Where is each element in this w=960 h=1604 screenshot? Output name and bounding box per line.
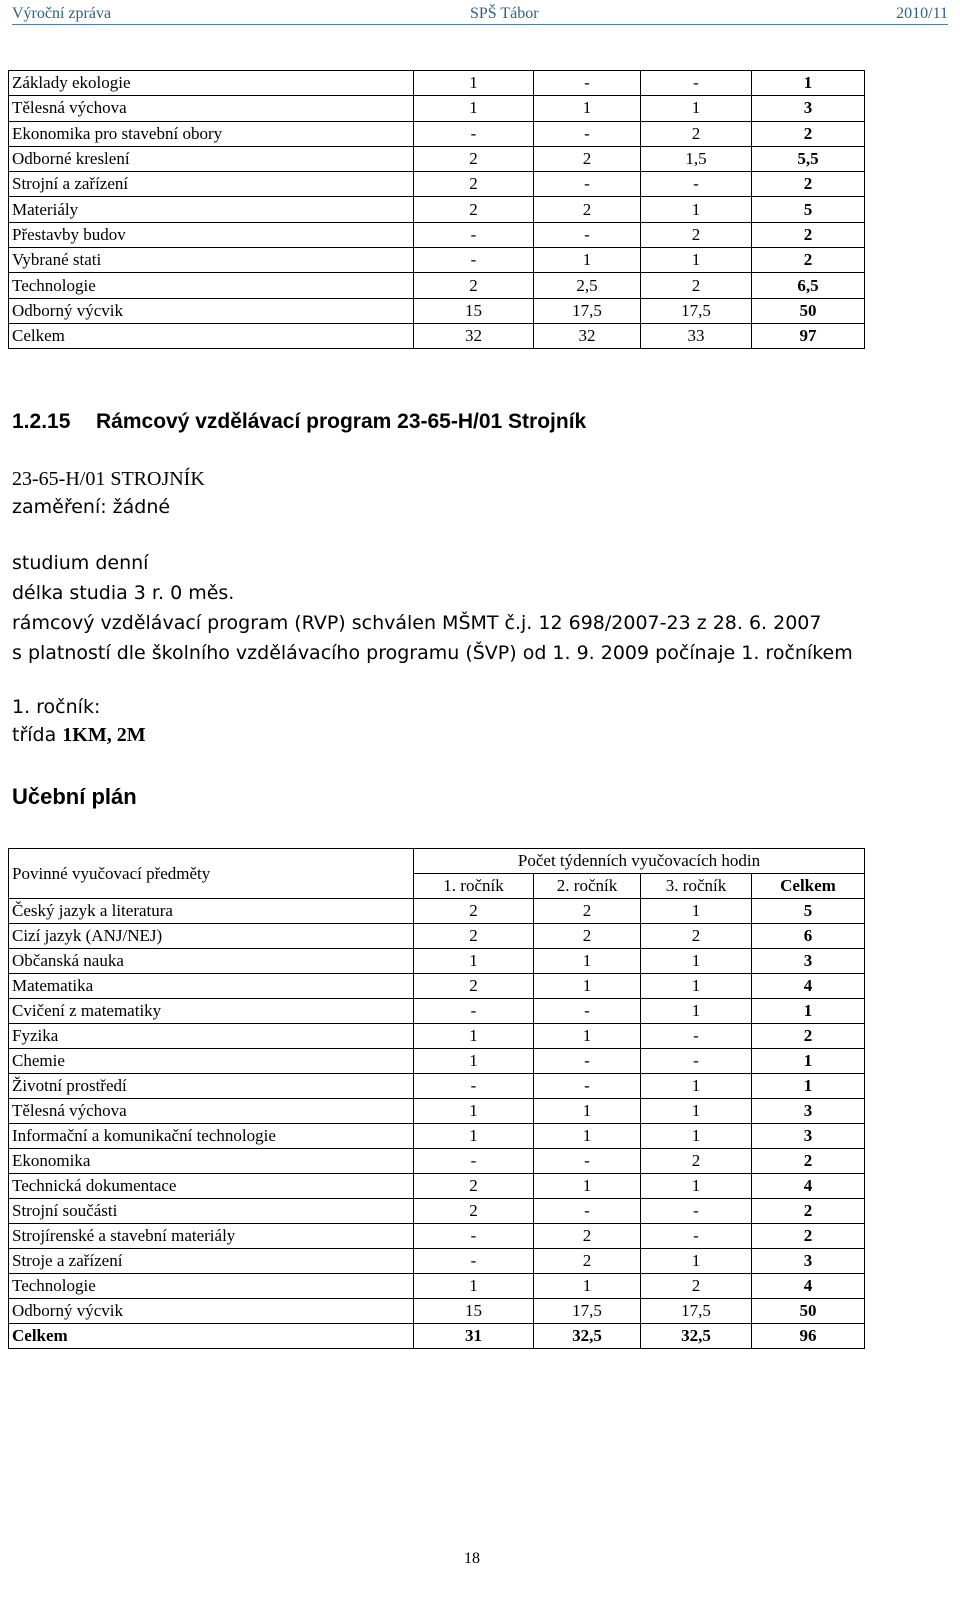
- hours-cell: 32,5: [641, 1324, 752, 1349]
- class-prefix: třída: [12, 724, 63, 746]
- hours-cell: 2: [414, 172, 534, 197]
- total-cell: 1: [752, 71, 865, 96]
- total-cell: 3: [752, 1249, 865, 1274]
- table-row: [9, 999, 865, 1024]
- subject-cell: Stroje a zařízení: [9, 1249, 414, 1274]
- hours-cell: -: [534, 1199, 641, 1224]
- hours-cell: 2: [641, 1274, 752, 1299]
- total-cell: 50: [752, 1299, 865, 1324]
- hours-cell: 1: [641, 1174, 752, 1199]
- hours-cell: -: [414, 1149, 534, 1174]
- hours-cell: -: [534, 121, 641, 146]
- table-row: [9, 974, 865, 999]
- hours-cell: 1: [414, 1124, 534, 1149]
- table-row: [9, 273, 865, 298]
- hours-cell: -: [641, 1024, 752, 1049]
- program-code: 23-65-H/01 STROJNÍK: [12, 468, 205, 490]
- hours-cell: 1: [534, 1099, 641, 1124]
- hours-cell: 1: [414, 949, 534, 974]
- table-row: [9, 197, 865, 222]
- total-cell: 97: [752, 323, 865, 348]
- hours-cell: 1: [534, 974, 641, 999]
- total-cell: 96: [752, 1324, 865, 1349]
- table-row: [9, 146, 865, 171]
- total-cell: 5: [752, 899, 865, 924]
- subject-cell: Matematika: [9, 974, 414, 999]
- total-cell: 3: [752, 96, 865, 121]
- program-focus: zaměření: žádné: [12, 496, 171, 518]
- table-row: [9, 1074, 865, 1099]
- hours-cell: 2: [534, 1224, 641, 1249]
- total-cell: 6,5: [752, 273, 865, 298]
- table-row: [9, 1149, 865, 1174]
- col-header-total: Celkem: [752, 874, 865, 899]
- class-value: 1KM, 2M: [62, 724, 146, 746]
- hours-header: Počet týdenních vyučovacích hodin: [414, 849, 865, 874]
- subject-header: Povinné vyučovací předměty: [9, 849, 414, 899]
- total-cell: 3: [752, 949, 865, 974]
- hours-cell: 2: [414, 1174, 534, 1199]
- hours-cell: 2: [534, 146, 641, 171]
- total-cell: 2: [752, 1199, 865, 1224]
- hours-cell: 1,5: [641, 146, 752, 171]
- year-label: 1. ročník:: [12, 696, 101, 718]
- table-row: [9, 924, 865, 949]
- total-cell: 2: [752, 172, 865, 197]
- total-cell: 2: [752, 1024, 865, 1049]
- col-header-year-1: 1. ročník: [414, 874, 534, 899]
- hours-cell: -: [414, 1224, 534, 1249]
- subject-cell: Tělesná výchova: [9, 96, 414, 121]
- subjects-table-previous: [8, 70, 865, 349]
- hours-cell: 1: [641, 96, 752, 121]
- hours-cell: 1: [414, 1274, 534, 1299]
- total-cell: 50: [752, 298, 865, 323]
- header-school: SPŠ Tábor: [470, 5, 539, 22]
- subject-cell: Cvičení z matematiky: [9, 999, 414, 1024]
- subject-cell: Životní prostředí: [9, 1074, 414, 1099]
- col-header-year-3: 3. ročník: [641, 874, 752, 899]
- section-title: Rámcový vzdělávací program 23-65-H/01 Strojník: [96, 410, 587, 433]
- hours-cell: -: [534, 222, 641, 247]
- subject-cell: Český jazyk a literatura: [9, 899, 414, 924]
- hours-cell: 1: [641, 949, 752, 974]
- plan-title: Učební plán: [12, 784, 137, 809]
- table-row: [9, 1299, 865, 1324]
- hours-cell: 15: [414, 1299, 534, 1324]
- header-left-title: Výroční zpráva: [12, 5, 112, 22]
- hours-cell: -: [534, 999, 641, 1024]
- table-row: [9, 1249, 865, 1274]
- table-row: [9, 121, 865, 146]
- hours-cell: 32,5: [534, 1324, 641, 1349]
- total-cell: 6: [752, 924, 865, 949]
- subject-cell: Vybrané stati: [9, 248, 414, 273]
- subject-cell: Celkem: [9, 1324, 414, 1349]
- hours-cell: -: [534, 1074, 641, 1099]
- table-row: [9, 1174, 865, 1199]
- hours-cell: 1: [414, 71, 534, 96]
- total-cell: 3: [752, 1124, 865, 1149]
- hours-cell: 2: [641, 121, 752, 146]
- hours-cell: 1: [534, 1274, 641, 1299]
- subject-cell: Fyzika: [9, 1024, 414, 1049]
- page-number: 18: [464, 1550, 480, 1567]
- total-cell: 1: [752, 999, 865, 1024]
- table-row: [9, 1274, 865, 1299]
- table-row: [9, 96, 865, 121]
- hours-cell: 1: [641, 899, 752, 924]
- table-row: [9, 1099, 865, 1124]
- total-cell: 2: [752, 1149, 865, 1174]
- hours-cell: -: [414, 222, 534, 247]
- hours-cell: 2: [641, 924, 752, 949]
- subject-cell: Strojní a zařízení: [9, 172, 414, 197]
- hours-cell: -: [414, 1249, 534, 1274]
- hours-cell: 1: [641, 974, 752, 999]
- total-cell: 1: [752, 1049, 865, 1074]
- subject-cell: Cizí jazyk (ANJ/NEJ): [9, 924, 414, 949]
- hours-cell: 2: [534, 197, 641, 222]
- table-row: [9, 248, 865, 273]
- rvp-approval: rámcový vzdělávací program (RVP) schválen MŠMT č.j. 12 698/2007-23 z 28. 6. 2007: [12, 612, 822, 634]
- hours-cell: -: [641, 172, 752, 197]
- hours-cell: 1: [414, 1099, 534, 1124]
- hours-cell: 2: [414, 1199, 534, 1224]
- subject-cell: Odborný výcvik: [9, 1299, 414, 1324]
- curriculum-table: [8, 848, 865, 1349]
- hours-cell: 2: [414, 146, 534, 171]
- subject-cell: Technická dokumentace: [9, 1174, 414, 1199]
- hours-cell: 2: [414, 924, 534, 949]
- subject-cell: Strojírenské a stavební materiály: [9, 1224, 414, 1249]
- subject-cell: Ekonomika: [9, 1149, 414, 1174]
- hours-cell: 2: [414, 273, 534, 298]
- study-form: studium denní: [12, 552, 149, 574]
- hours-cell: 2: [534, 1249, 641, 1274]
- hours-cell: 1: [534, 248, 641, 273]
- page-header: [12, 2, 948, 25]
- hours-cell: 1: [641, 1074, 752, 1099]
- hours-cell: -: [641, 1199, 752, 1224]
- hours-cell: -: [641, 71, 752, 96]
- hours-cell: -: [534, 1049, 641, 1074]
- subject-cell: Celkem: [9, 323, 414, 348]
- hours-cell: 1: [414, 96, 534, 121]
- table-row: [9, 1199, 865, 1224]
- hours-cell: 17,5: [641, 298, 752, 323]
- subject-cell: Přestavby budov: [9, 222, 414, 247]
- subject-cell: Základy ekologie: [9, 71, 414, 96]
- subject-cell: Chemie: [9, 1049, 414, 1074]
- hours-cell: -: [534, 1149, 641, 1174]
- total-cell: 4: [752, 974, 865, 999]
- hours-cell: 1: [641, 999, 752, 1024]
- hours-cell: 17,5: [534, 1299, 641, 1324]
- table-row: [9, 899, 865, 924]
- hours-cell: 2: [534, 924, 641, 949]
- hours-cell: -: [641, 1049, 752, 1074]
- hours-cell: 2: [414, 974, 534, 999]
- hours-cell: 1: [641, 1124, 752, 1149]
- table-row: [9, 71, 865, 96]
- class-line: [12, 724, 146, 747]
- hours-cell: 32: [534, 323, 641, 348]
- hours-cell: 1: [534, 1124, 641, 1149]
- subject-cell: Tělesná výchova: [9, 1099, 414, 1124]
- hours-cell: -: [414, 1074, 534, 1099]
- hours-cell: 1: [414, 1024, 534, 1049]
- total-cell: 2: [752, 248, 865, 273]
- hours-cell: -: [534, 172, 641, 197]
- total-cell: 4: [752, 1274, 865, 1299]
- table-row: [9, 1049, 865, 1074]
- table-row: [9, 323, 865, 348]
- hours-cell: 2: [414, 899, 534, 924]
- subject-cell: Informační a komunikační technologie: [9, 1124, 414, 1149]
- table-row: [9, 172, 865, 197]
- hours-cell: 1: [641, 248, 752, 273]
- subject-cell: Odborný výcvik: [9, 298, 414, 323]
- hours-cell: 2: [641, 1149, 752, 1174]
- total-cell: 5: [752, 197, 865, 222]
- hours-cell: 32: [414, 323, 534, 348]
- hours-cell: 2,5: [534, 273, 641, 298]
- subject-cell: Strojní součásti: [9, 1199, 414, 1224]
- hours-cell: 17,5: [534, 298, 641, 323]
- subject-cell: Odborné kreslení: [9, 146, 414, 171]
- subject-cell: Materiály: [9, 197, 414, 222]
- hours-cell: 2: [641, 273, 752, 298]
- hours-cell: 2: [641, 222, 752, 247]
- study-length: délka studia 3 r. 0 měs.: [12, 582, 235, 604]
- total-cell: 2: [752, 222, 865, 247]
- subject-cell: Občanská nauka: [9, 949, 414, 974]
- hours-cell: -: [414, 121, 534, 146]
- total-cell: 3: [752, 1099, 865, 1124]
- hours-cell: -: [641, 1224, 752, 1249]
- hours-cell: 1: [534, 1024, 641, 1049]
- hours-cell: -: [414, 248, 534, 273]
- table-row: [9, 1224, 865, 1249]
- hours-cell: -: [414, 999, 534, 1024]
- section-heading: [12, 410, 586, 434]
- section-number: 1.2.15: [12, 410, 71, 433]
- hours-cell: 17,5: [641, 1299, 752, 1324]
- col-header-year-2: 2. ročník: [534, 874, 641, 899]
- hours-cell: 2: [414, 197, 534, 222]
- table-row: [9, 298, 865, 323]
- hours-cell: 1: [534, 1174, 641, 1199]
- total-cell: 4: [752, 1174, 865, 1199]
- hours-cell: 15: [414, 298, 534, 323]
- table-row: [9, 1324, 865, 1349]
- hours-cell: 1: [534, 96, 641, 121]
- svp-validity: s platností dle školního vzdělávacího programu (ŠVP) od 1. 9. 2009 počínaje 1. ročníkem: [12, 642, 853, 664]
- subject-cell: Ekonomika pro stavební obory: [9, 121, 414, 146]
- hours-cell: 1: [641, 1099, 752, 1124]
- hours-cell: 2: [534, 899, 641, 924]
- hours-cell: 1: [641, 1249, 752, 1274]
- table-row: [9, 1024, 865, 1049]
- hours-cell: 33: [641, 323, 752, 348]
- total-cell: 5,5: [752, 146, 865, 171]
- hours-cell: -: [534, 71, 641, 96]
- total-cell: 2: [752, 121, 865, 146]
- header-year: 2010/11: [896, 5, 948, 22]
- hours-cell: 31: [414, 1324, 534, 1349]
- subject-cell: Technologie: [9, 273, 414, 298]
- table-row: [9, 1124, 865, 1149]
- hours-cell: 1: [641, 197, 752, 222]
- subject-cell: Technologie: [9, 1274, 414, 1299]
- table-row: [9, 222, 865, 247]
- total-cell: 1: [752, 1074, 865, 1099]
- table-row: [9, 949, 865, 974]
- hours-cell: 1: [414, 1049, 534, 1074]
- total-cell: 2: [752, 1224, 865, 1249]
- hours-cell: 1: [534, 949, 641, 974]
